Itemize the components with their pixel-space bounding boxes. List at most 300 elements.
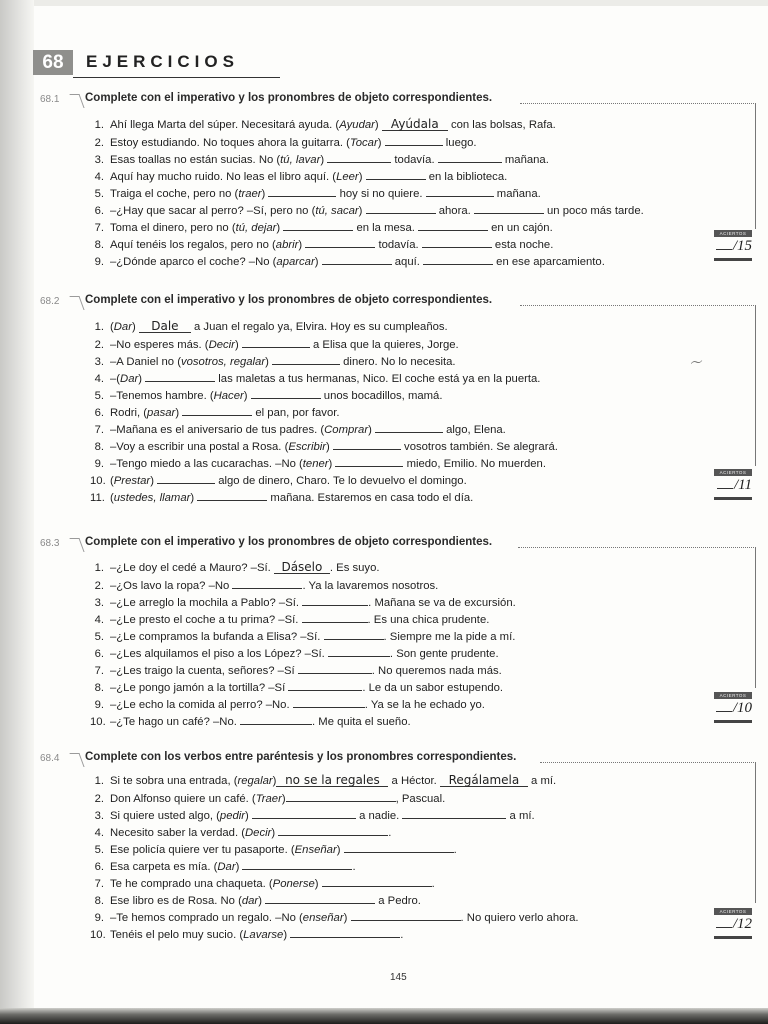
item-text: ( [110, 475, 114, 487]
item-number: 5. [94, 188, 104, 200]
score-total: 10 [737, 700, 752, 716]
item-number: 6. [94, 861, 104, 873]
exercise-item [90, 909, 579, 926]
item-text: –Tenemos hambre. ( [110, 390, 214, 402]
verb-cue: dar [241, 895, 259, 907]
dotted-rule [540, 762, 756, 763]
answer-blank[interactable] [322, 253, 392, 265]
exercise-item [90, 236, 644, 253]
verb-cue: ustedes, llamar [113, 492, 191, 504]
item-text: algo, Elena. [443, 424, 506, 436]
item-text: Toma el dinero, pero no ( [110, 222, 236, 234]
exercise-item [90, 404, 558, 421]
handwritten-answer: Dáselo [274, 561, 330, 574]
item-number: 11. [90, 492, 105, 504]
exercise-item [90, 336, 558, 353]
page-binding-shadow [0, 0, 34, 1024]
exercise-instruction: Complete con el imperativo y los pronombres de objeto correspondientes. [85, 294, 493, 306]
answer-blank[interactable] [242, 336, 310, 348]
answer-blank[interactable] [423, 253, 493, 265]
item-text: ) [258, 895, 266, 907]
item-number: 3. [94, 356, 104, 368]
score-total: 11 [738, 477, 752, 493]
item-number: 8. [94, 895, 104, 907]
item-text: ( [110, 321, 114, 333]
exercise-item [90, 926, 579, 943]
verb-cue: tú, dejar [235, 222, 277, 234]
item-text: Ahí llega Marta del súper. Necesitará ayuda. ( [110, 119, 340, 131]
verb-cue: Decir [245, 827, 272, 839]
item-text: –Tengo miedo a las cucarachas. –No ( [110, 458, 303, 470]
verb-cue: Ponerse [272, 878, 315, 890]
exercise-section [40, 538, 756, 733]
item-number: 3. [94, 810, 104, 822]
verb-cue: Dar [217, 861, 236, 873]
item-text: . Es suyo. [329, 562, 380, 574]
item-text: Esa carpeta es mía. ( [110, 861, 218, 873]
item-text: . Siempre me la pide a mí. [383, 631, 516, 643]
item-text: ) [281, 793, 286, 805]
item-text: ) [175, 407, 183, 419]
answer-blank[interactable] [335, 455, 403, 467]
verb-cue: Leer [336, 171, 359, 183]
exercise-item [90, 611, 516, 628]
exercise-item [90, 219, 644, 236]
item-text: ) [320, 154, 328, 166]
answer-blank[interactable] [366, 168, 426, 180]
item-number: 10. [90, 475, 106, 487]
item-number: 4. [94, 827, 104, 839]
answer-blank[interactable] [344, 841, 454, 853]
item-text: Necesito saber la verdad. ( [110, 827, 246, 839]
item-number: 7. [94, 665, 104, 677]
exercise-item [90, 117, 644, 134]
item-text: ) [190, 492, 198, 504]
verb-cue: Ayudar [339, 119, 375, 131]
item-text: a Héctor. [388, 775, 440, 787]
item-text: –¿Le pongo jamón a la tortilla? –Sí [110, 682, 289, 694]
answer-blank[interactable] [290, 926, 400, 938]
item-text: ) [265, 356, 273, 368]
item-text: ) [368, 424, 375, 436]
handwritten-answer: Ayúdala [382, 118, 448, 131]
exercise-section [40, 753, 756, 953]
verb-cue: Comprar [324, 424, 369, 436]
item-text: mañana. Estaremos en casa todo el día. [267, 492, 474, 504]
verb-cue: Escribir [288, 441, 327, 453]
item-text: . [400, 929, 404, 941]
verb-cue: Tocar [349, 137, 378, 149]
score-label: ACIERTOS [714, 230, 752, 237]
verb-cue: tú, sacar [315, 205, 359, 217]
item-text: . No quiero verlo ahora. [460, 912, 579, 924]
item-text: –No esperes más. ( [110, 339, 209, 351]
item-text: a Juan el regalo ya, Elvira. Hoy es su cumpleaños. [190, 321, 448, 333]
answer-blank[interactable] [305, 236, 375, 248]
answer-blank[interactable] [385, 134, 443, 146]
answer-blank[interactable] [278, 824, 388, 836]
exercise-item [90, 455, 558, 472]
item-text: ) [131, 321, 139, 333]
item-text: –¿Le echo la comida al perro? –No. [110, 699, 293, 711]
exercise-border [755, 763, 756, 903]
item-text: las maletas a tus hermanas, Nico. El coche está ya en la puerta. [215, 373, 541, 385]
answer-blank[interactable] [197, 489, 267, 501]
header-underline [73, 77, 280, 78]
answer-blank[interactable] [402, 807, 506, 819]
score-value: /12 [716, 916, 752, 933]
exercise-item [90, 370, 558, 387]
item-number: 8. [94, 441, 104, 453]
item-text: todavía. [375, 239, 422, 251]
answer-blank[interactable] [252, 807, 356, 819]
item-number: 10. [90, 716, 106, 728]
answer-blank[interactable] [182, 404, 252, 416]
exercise-item [90, 875, 579, 892]
exercise-item [90, 134, 644, 151]
exercise-items [90, 319, 558, 506]
item-text: ) [243, 390, 251, 402]
exercise-item [90, 858, 579, 875]
answer-blank[interactable] [288, 679, 362, 691]
item-number: 5. [94, 844, 104, 856]
exercise-item [90, 824, 579, 841]
item-number: 6. [94, 648, 104, 660]
handwritten-answer: no se la regales [276, 774, 388, 787]
exercise-item [90, 790, 579, 807]
item-number: 2. [94, 137, 104, 149]
item-text: . Le da un sabor estupendo. [362, 682, 504, 694]
item-text: ) [276, 222, 284, 234]
exercise-item [90, 319, 558, 336]
verb-cue: Hacer [213, 390, 244, 402]
item-text: aquí. [391, 256, 424, 268]
item-text: Tenéis el pelo muy sucio. ( [110, 929, 244, 941]
answer-blank[interactable] [322, 875, 432, 887]
item-text: mañana. [501, 154, 549, 166]
dotted-rule [520, 305, 756, 306]
answer-blank[interactable] [286, 790, 396, 802]
item-text: a Elisa que la quieres, Jorge. [309, 339, 459, 351]
item-text: en la biblioteca. [425, 171, 508, 183]
item-text: en ese aparcamiento. [493, 256, 605, 268]
item-text: . [453, 844, 457, 856]
exercise-number: 68.1 [40, 94, 80, 105]
verb-cue: vosotros, regalar [180, 356, 266, 368]
item-number: 4. [94, 614, 104, 626]
answer-blank[interactable] [418, 219, 488, 231]
item-text: . [431, 878, 435, 890]
answer-blank[interactable] [272, 353, 340, 365]
handwritten-answer: Dale [139, 320, 191, 333]
answer-blank[interactable] [328, 645, 390, 657]
exercise-item [90, 713, 516, 730]
item-number: 5. [94, 390, 104, 402]
answer-blank[interactable] [324, 628, 384, 640]
exercise-items [90, 560, 516, 730]
item-text: Si te sobra una entrada, ( [110, 775, 238, 787]
exercise-item [90, 387, 558, 404]
item-text: . No queremos nada más. [371, 665, 502, 677]
item-text: –¿Le arreglo la mochila a Pablo? –Sí. [110, 597, 303, 609]
item-number: 1. [94, 562, 104, 574]
item-text: a mí. [506, 810, 535, 822]
item-text: –¿Dónde aparco el coche? –No ( [110, 256, 277, 268]
answer-blank[interactable] [351, 909, 461, 921]
item-text: –Voy a escribir una postal a Rosa. ( [110, 441, 289, 453]
item-number: 1. [94, 775, 104, 787]
score-label: ACIERTOS [714, 469, 752, 476]
verb-cue: tú, lavar [280, 154, 321, 166]
item-text: –A Daniel no ( [110, 356, 181, 368]
item-text: . Mañana se va de excursión. [368, 597, 516, 609]
item-text: . [352, 861, 356, 873]
exercise-item [90, 421, 558, 438]
score-total: 12 [737, 916, 752, 932]
exercise-item [90, 438, 558, 455]
item-text: ) [343, 912, 351, 924]
exercise-item [90, 628, 516, 645]
exercise-item [90, 696, 516, 713]
item-number: 5. [94, 631, 104, 643]
exercise-instruction: Complete con el imperativo y los pronombres de objeto correspondientes. [85, 92, 493, 104]
verb-cue: enseñar [302, 912, 344, 924]
item-text: –¿Hay que sacar al perro? –Sí, pero no ( [110, 205, 316, 217]
item-text: ) [314, 256, 322, 268]
item-text: ) [283, 929, 291, 941]
verb-cue: Lavarse [243, 929, 284, 941]
score-label: ACIERTOS [714, 908, 752, 915]
item-number: 10. [90, 929, 106, 941]
answer-blank[interactable] [293, 696, 365, 708]
exercise-item [90, 662, 516, 679]
item-number: 6. [94, 407, 104, 419]
verb-cue: regalar [237, 775, 273, 787]
item-text: Rodri, ( [110, 407, 148, 419]
item-number: 9. [94, 912, 104, 924]
answer-blank[interactable] [298, 662, 372, 674]
exercise-item [90, 202, 644, 219]
answer-blank[interactable] [426, 185, 494, 197]
verb-cue: Enseñar [294, 844, 337, 856]
exercise-item [90, 807, 579, 824]
item-text: con las bolsas, Rafa. [447, 119, 556, 131]
item-number: 9. [94, 458, 104, 470]
item-number: 3. [94, 154, 104, 166]
score-value: /11 [717, 477, 752, 494]
answer-blank[interactable] [422, 236, 492, 248]
verb-cue: aparcar [276, 256, 315, 268]
item-text: ) [138, 373, 146, 385]
item-text: ) [314, 878, 322, 890]
exercise-items [90, 773, 579, 943]
exercise-item [90, 185, 644, 202]
score-bar [714, 258, 752, 261]
item-text: ) [358, 205, 366, 217]
exercise-number: 68.3 [40, 538, 80, 549]
exercise-item [90, 560, 516, 577]
answer-blank[interactable] [366, 202, 436, 214]
item-text: Esas toallas no están sucias. No ( [110, 154, 281, 166]
exercise-item [90, 151, 644, 168]
item-text: ) [234, 339, 242, 351]
exercise-items [90, 117, 644, 270]
item-text: Aquí tenéis los regalos, pero no ( [110, 239, 276, 251]
item-text: en la mesa. [353, 222, 419, 234]
answer-blank[interactable] [302, 611, 368, 623]
item-text: , Pascual. [395, 793, 446, 805]
score-label: ACIERTOS [714, 692, 752, 699]
answer-blank[interactable] [157, 472, 215, 484]
exercise-item [90, 577, 516, 594]
answer-blank[interactable] [232, 577, 302, 589]
verb-cue: Decir [208, 339, 235, 351]
item-text: ) [328, 458, 336, 470]
item-number: 4. [94, 171, 104, 183]
item-text: –Mañana es el aniversario de tus padres. ( [110, 424, 325, 436]
item-text: hoy si no quiere. [336, 188, 426, 200]
item-text: ) [245, 810, 252, 822]
handwritten-answer: Regálamela [440, 774, 528, 787]
verb-cue: Traer [255, 793, 282, 805]
item-text: . Me quita el sueño. [312, 716, 411, 728]
answer-blank[interactable] [240, 713, 312, 725]
item-text: ) [377, 137, 385, 149]
exercise-number: 68.2 [40, 296, 80, 307]
item-text: ) [374, 119, 382, 131]
item-text: ) [261, 188, 269, 200]
item-number: 1. [94, 119, 104, 131]
item-number: 9. [94, 699, 104, 711]
item-text: esta noche. [491, 239, 554, 251]
answer-blank[interactable] [265, 892, 375, 904]
exercise-item [90, 353, 558, 370]
item-text: a Pedro. [375, 895, 421, 907]
item-text: mañana. [493, 188, 541, 200]
chapter-title: EJERCICIOS [86, 52, 239, 71]
item-text: algo de dinero, Charo. Te lo devuelvo el domingo. [215, 475, 467, 487]
page-top-edge [34, 0, 768, 6]
item-text: Ese libro es de Rosa. No ( [110, 895, 242, 907]
item-text: –¿Le presto el coche a tu prima? –Sí. [110, 614, 302, 626]
exercise-item [90, 645, 516, 662]
item-text: vosotros también. Se alegrará. [400, 441, 558, 453]
score-bar [714, 936, 752, 939]
item-number: 2. [94, 793, 104, 805]
scanner-edge [0, 1008, 768, 1024]
item-text: –¿Le doy el cedé a Mauro? –Sí. [110, 562, 274, 574]
item-text: Aquí hay mucho ruido. No leas el libro aquí. ( [110, 171, 337, 183]
item-number: 2. [94, 580, 104, 592]
verb-cue: tener [302, 458, 329, 470]
item-text: –( [110, 373, 121, 385]
item-text: ( [110, 492, 114, 504]
exercise-item [90, 594, 516, 611]
item-number: 7. [94, 878, 104, 890]
item-text: en un cajón. [488, 222, 553, 234]
verb-cue: traer [238, 188, 262, 200]
item-text: dinero. No lo necesita. [340, 356, 456, 368]
item-text: ) [271, 827, 279, 839]
exercise-border [755, 306, 756, 466]
item-number: 8. [94, 239, 104, 251]
item-text: ) [235, 861, 243, 873]
exercise-item [90, 841, 579, 858]
item-text: . Ya se la he echado yo. [364, 699, 485, 711]
item-text: ) [150, 475, 158, 487]
verb-cue: abrir [275, 239, 299, 251]
answer-blank[interactable] [283, 219, 353, 231]
exercise-item [90, 489, 558, 506]
item-text: luego. [442, 137, 477, 149]
item-text: ) [358, 171, 366, 183]
answer-blank[interactable] [327, 151, 391, 163]
answer-blank[interactable] [302, 594, 368, 606]
item-text: . [388, 827, 392, 839]
dotted-rule [518, 547, 756, 548]
item-text: ) [326, 441, 333, 453]
item-text: ) [272, 775, 277, 787]
item-text: a nadie. [355, 810, 403, 822]
item-text: –¿Le compramos la bufanda a Elisa? –Sí. [110, 631, 324, 643]
item-text: Te he comprado una chaqueta. ( [110, 878, 273, 890]
page-number: 145 [390, 972, 407, 983]
item-text: unos bocadillos, mamá. [320, 390, 443, 402]
item-text: a mí. [527, 775, 557, 787]
item-number: 7. [94, 424, 104, 436]
answer-blank[interactable] [375, 421, 443, 433]
answer-blank[interactable] [242, 858, 352, 870]
item-text: . Es una chica prudente. [367, 614, 490, 626]
verb-cue: pedir [219, 810, 246, 822]
exercise-item [90, 168, 644, 185]
item-text: ) [336, 844, 344, 856]
exercise-instruction: Complete con el imperativo y los pronombres de objeto correspondientes. [85, 536, 493, 548]
exercise-number: 68.4 [40, 753, 80, 764]
exercise-item [90, 773, 579, 790]
answer-blank[interactable] [333, 438, 401, 450]
item-text: –¿Os lavo la ropa? –No [110, 580, 233, 592]
score-total: 15 [737, 238, 752, 254]
item-text: Si quiere usted algo, ( [110, 810, 220, 822]
item-text: todavía. [391, 154, 438, 166]
answer-blank[interactable] [268, 185, 336, 197]
pencil-scribble: 〜 [688, 354, 705, 373]
item-number: 1. [94, 321, 104, 333]
item-number: 9. [94, 256, 104, 268]
item-text: Estoy estudiando. No toques ahora la guitarra. ( [110, 137, 350, 149]
item-text: un poco más tarde. [543, 205, 644, 217]
item-number: 4. [94, 373, 104, 385]
item-text: –¿Les traigo la cuenta, señores? –Sí [110, 665, 298, 677]
item-number: 8. [94, 682, 104, 694]
exercise-section [40, 94, 756, 274]
answer-blank[interactable] [474, 202, 544, 214]
item-number: 3. [94, 597, 104, 609]
score-value: /10 [716, 700, 752, 717]
score-value: /15 [716, 238, 752, 255]
item-text: . Ya la lavaremos nosotros. [302, 580, 439, 592]
item-text: miedo, Emilio. No muerden. [403, 458, 546, 470]
exercise-section [40, 296, 756, 506]
item-text: –¿Te hago un café? –No. [110, 716, 241, 728]
chapter-number-badge: 68 [33, 50, 73, 75]
item-number: 2. [94, 339, 104, 351]
item-text: –¿Les alquilamos el piso a los López? –Sí. [110, 648, 328, 660]
answer-blank[interactable] [145, 370, 215, 382]
answer-blank[interactable] [251, 387, 321, 399]
answer-blank[interactable] [438, 151, 502, 163]
